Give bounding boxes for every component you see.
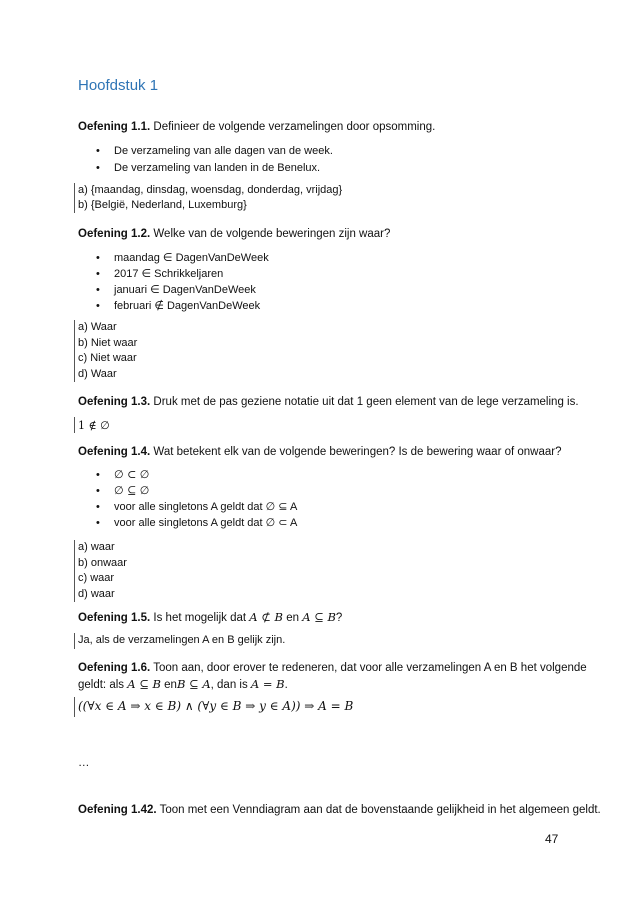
bullet-icon: • <box>96 268 100 280</box>
exercise-1-6-prompt: Oefening 1.6. Toon aan, door erover te redeneren, dat voor alle verzamelingen A en B het volgende <box>78 662 587 674</box>
exercise-number: Oefening 1.42. <box>78 804 157 816</box>
answer-bar <box>74 697 75 717</box>
exercise-1-4-prompt <box>78 445 562 460</box>
chapter-title: Hoofdstuk 1 <box>78 77 159 94</box>
answer-bar <box>74 417 75 433</box>
exercise-number: Oefening 1.2. <box>78 228 151 240</box>
exercise-number: Oefening 1.4. <box>78 446 151 458</box>
list-item: • januari ∈ DagenVanDeWeek <box>96 284 256 296</box>
page-number: 47 <box>545 832 559 846</box>
list-item: • maandag ∈ DagenVanDeWeek <box>96 252 269 264</box>
answer-bar <box>74 183 75 213</box>
bullet-icon: • <box>96 252 100 264</box>
bullet-icon: • <box>96 517 100 529</box>
exercise-number: Oefening 1.3. <box>78 396 151 408</box>
answer-line: a) Waar <box>78 321 117 333</box>
answer-line: c) Niet waar <box>78 352 137 364</box>
bullet-icon: • <box>96 485 100 497</box>
exercise-1-3-prompt <box>78 395 579 410</box>
answer-bar <box>74 320 75 382</box>
bullet-icon: • <box>96 162 100 174</box>
answer-line: c) waar <box>78 572 115 584</box>
bullet-icon: • <box>96 469 100 481</box>
exercise-1-1-prompt <box>78 120 435 135</box>
exercise-text: Welke van de volgende beweringen zijn waar? <box>150 228 391 240</box>
exercise-number: Oefening 1.1. <box>78 121 151 133</box>
answer-line: b) onwaar <box>78 556 127 569</box>
bullet-icon: • <box>96 300 100 312</box>
answer-line: a) waar <box>78 541 115 553</box>
exercise-1-2-prompt <box>78 227 390 242</box>
answer-line: b) {België, Nederland, Luxemburg} <box>78 199 247 211</box>
ellipsis: … <box>78 757 90 769</box>
bullet-icon: • <box>96 145 100 157</box>
answer-bar <box>74 540 75 602</box>
exercise-number: Oefening 1.5. <box>78 612 151 624</box>
exercise-1-42-prompt <box>78 803 601 818</box>
answer-line: d) Waar <box>78 367 117 380</box>
list-item: • De verzameling van landen in de Benelux. <box>96 162 321 174</box>
exercise-text: Definieer de volgende verzamelingen door opsomming. <box>150 121 436 133</box>
answer-line: b) Niet waar <box>78 336 138 349</box>
list-item: • De verzameling van alle dagen van de week. <box>96 145 333 157</box>
list-item: • februari ∉ DagenVanDeWeek <box>96 300 261 312</box>
list-item: • ∅ ⊂ ∅ <box>96 468 150 481</box>
exercise-text: Druk met de pas geziene notatie uit dat 1 geen element van de lege verzameling is. <box>150 396 579 408</box>
exercise-1-5-prompt: Oefening 1.5. Is het mogelijk dat A ⊄ B en A ⊆ B? <box>78 610 343 624</box>
list-item: • ∅ ⊆ ∅ <box>96 484 150 497</box>
answer-line: d) waar <box>78 587 115 600</box>
exercise-text: Toon met een Venndiagram aan dat de bovenstaande gelijkheid in het algemeen geldt. <box>156 804 601 816</box>
answer-line: Ja, als de verzamelingen A en B gelijk zijn. <box>78 634 286 646</box>
list-item: • voor alle singletons A geldt dat ∅ ⊆ A <box>96 501 298 513</box>
exercise-1-6-prompt-line2: geldt: als A ⊆ B enB ⊆ A, dan is A = B. <box>78 677 288 691</box>
exercise-text: Wat betekent elk van de volgende beweringen? Is de bewering waar of onwaar? <box>150 446 562 458</box>
bullet-icon: • <box>96 284 100 296</box>
exercise-number: Oefening 1.6. <box>78 662 151 674</box>
answer-bar <box>74 633 75 649</box>
list-item: • 2017 ∈ Schrikkeljaren <box>96 268 224 280</box>
bullet-icon: • <box>96 501 100 513</box>
answer-formula: ((∀x ∈ A ⇒ x ∈ B) ∧ (∀y ∈ B ⇒ y ∈ A)) ⇒ A = B <box>78 699 354 713</box>
list-item: • voor alle singletons A geldt dat ∅ ⊂ A <box>96 517 298 529</box>
answer-line: a) {maandag, dinsdag, woensdag, donderdag, vrijdag} <box>78 184 343 196</box>
answer-line: 1 ∉ ∅ <box>78 419 110 432</box>
